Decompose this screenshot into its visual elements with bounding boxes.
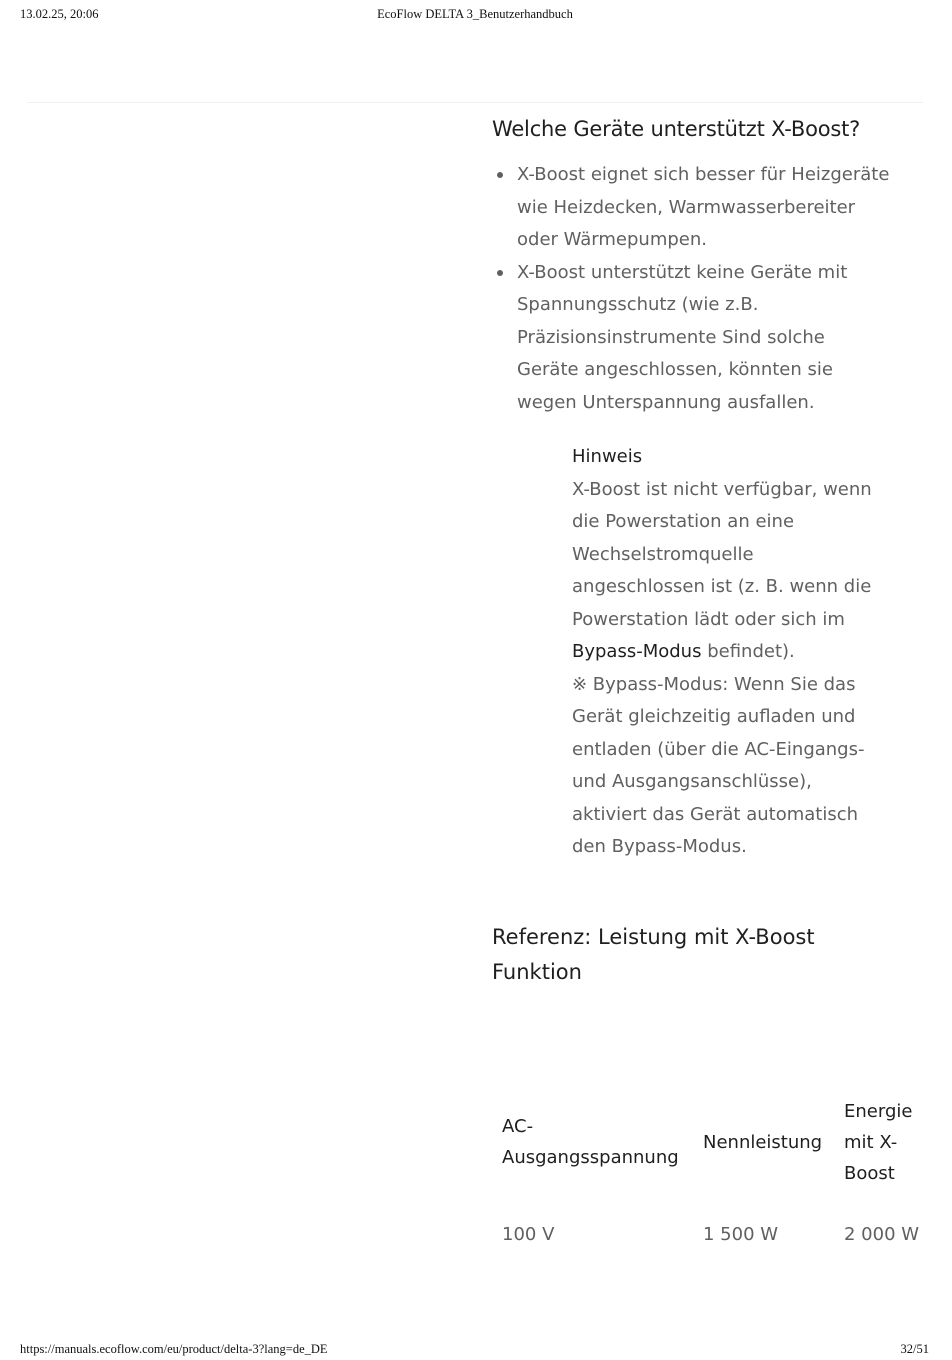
top-divider — [27, 102, 923, 103]
list-item — [492, 159, 892, 257]
note-title: Hinweis — [572, 446, 643, 467]
note-text-after-link: befindet). — [707, 641, 795, 662]
print-datetime: 13.02.25, 20:06 — [20, 7, 99, 21]
list-item-text: X-Boost unterstützt keine Geräte mit Spannungsschutz (wie z.B. Präzisionsinstrumente Sind solche Geräte angeschlossen, könnten sie wegen Unterspannung ausfallen. — [517, 261, 848, 413]
print-page-number: 32/51 — [900, 1342, 929, 1356]
table-header-cell: AC-Ausgangsspannung — [502, 1116, 679, 1168]
print-header — [0, 7, 950, 25]
spec-table — [492, 1092, 952, 1276]
table-row — [492, 1192, 952, 1276]
table-cell: 1 500 W — [703, 1223, 779, 1245]
bypass-mode-link[interactable]: Bypass-Modus — [572, 641, 702, 662]
note-text-before-link: X-Boost ist nicht verfügbar, wenn die Powerstation an eine Wechselstromquelle angeschlossen ist (z. B. wenn die Powerstation lädt oder sich im — [572, 478, 872, 630]
table-cell: 100 V — [502, 1223, 555, 1245]
note-footnote: ※ Bypass-Modus: Wenn Sie das Gerät gleichzeitig aufladen und entladen (über die AC-Eingangs- und Ausgangsanschlüsse), aktiviert das Gerät automatisch den Bypass-Modus. — [572, 673, 865, 857]
table-header-cell: Energie mit X-Boost — [844, 1100, 913, 1184]
bullet-dot-icon — [497, 270, 503, 276]
bullet-dot-icon — [497, 172, 503, 178]
table-cell: 2 000 W — [844, 1223, 920, 1245]
bullet-list — [492, 159, 892, 419]
print-footer — [0, 1342, 950, 1360]
main-content — [492, 112, 892, 991]
table-header-row — [492, 1092, 952, 1192]
note-text — [572, 474, 892, 669]
list-item-text: X-Boost eignet sich besser für Heizgeräte wie Heizdecken, Warmwasserbereiter oder Wärmepumpen. — [517, 164, 890, 250]
spec-table-scroll[interactable] — [492, 1092, 920, 1282]
table-header-cell: Nennleistung — [703, 1131, 823, 1153]
list-item — [492, 257, 892, 420]
print-url: https://manuals.ecoflow.com/eu/product/delta-3?lang=de_DE — [20, 1342, 328, 1356]
print-document-title: EcoFlow DELTA 3_Benutzerhandbuch — [377, 7, 573, 21]
section-title: Welche Geräte unterstützt X-Boost? — [492, 117, 861, 141]
note-box — [572, 441, 892, 864]
reference-title: Referenz: Leistung mit X-Boost Funktion — [492, 924, 815, 984]
